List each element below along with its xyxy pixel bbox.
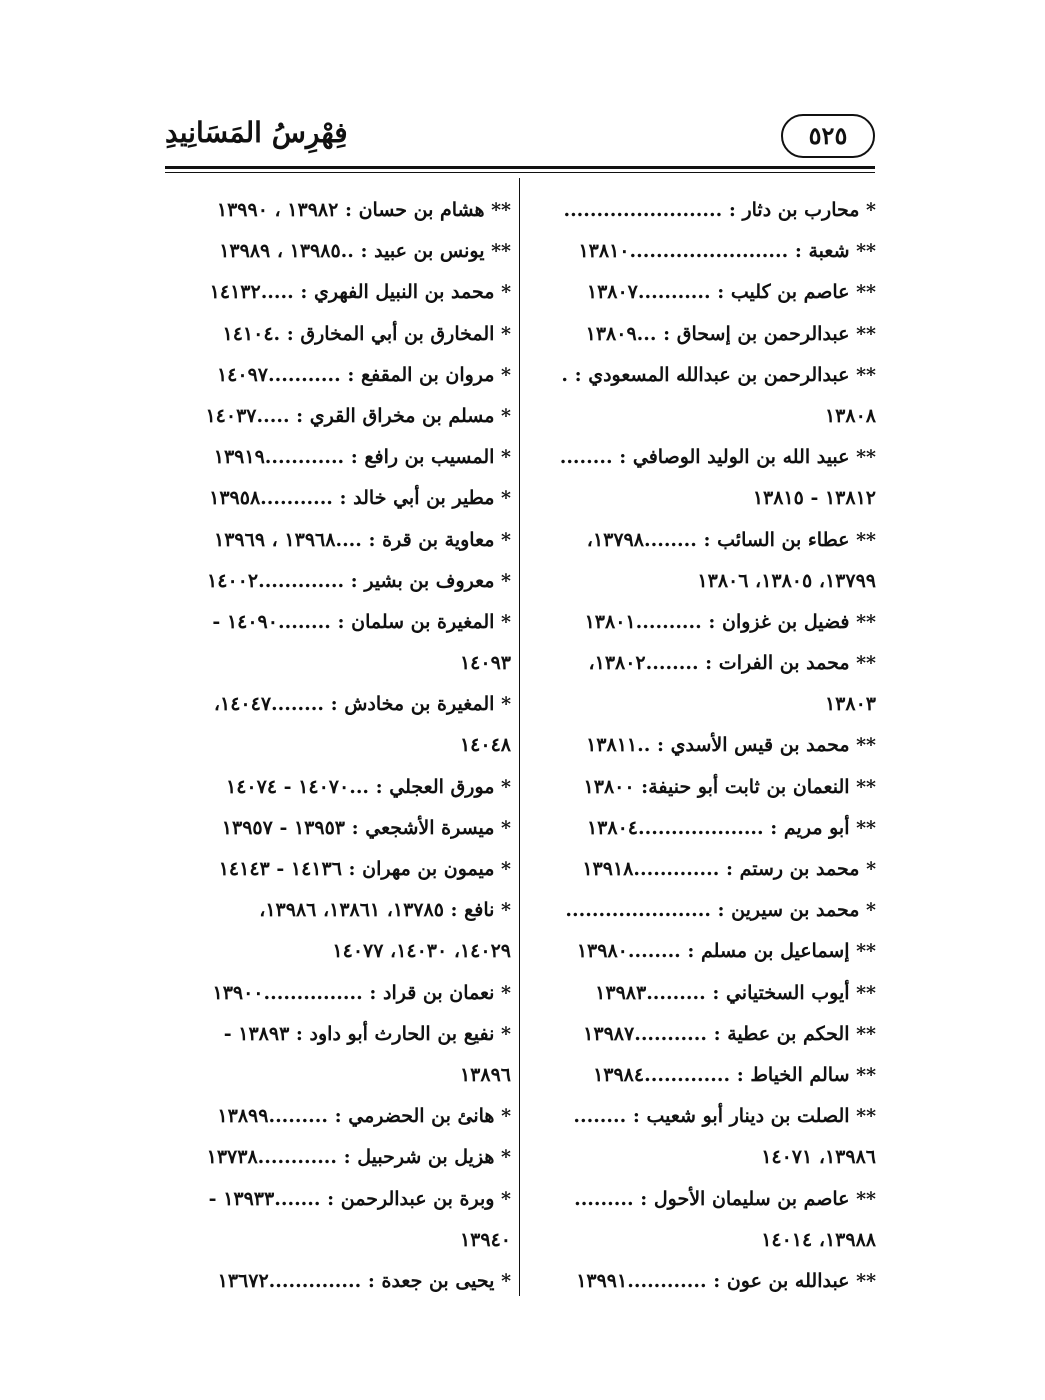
index-entry-line: ١٣٨٩٦ [459, 1063, 511, 1086]
index-entry-line: ** هشام بن حسان : ١٣٩٨٢ ، ١٣٩٩٠ [216, 199, 511, 221]
index-entry-line: * محارب بن دثار : ........................ [563, 199, 876, 221]
index-entry-line: ** أيوب السختياني : .........١٣٩٨٣ [595, 981, 876, 1004]
index-entry-line: * المخارق بن أبي المخارق : .١٤١٠٤ [222, 322, 511, 345]
index-entry-line: ** عبدالله بن عون : ............١٣٩٩١ [576, 1269, 876, 1292]
index-entry-line: * ميسرة الأشجعي : ١٣٩٥٣ - ١٣٩٥٧ [221, 816, 511, 839]
index-entry-line: ١٣٨٠٨ [824, 404, 876, 427]
index-entry-line: * مورق العجلي : ...١٤٠٧٠ - ١٤٠٧٤ [226, 775, 511, 798]
index-entry-line: ** عبيد الله بن الوليد الوصافي : ........ [559, 446, 876, 469]
index-entry-line: * مسلم بن مخراق القري : .....١٤٠٣٧ [205, 404, 511, 427]
index-entry-line: * محمد بن رستم : .............١٣٩١٨ [582, 858, 876, 880]
index-entry-line: ١٣٨٠٣ [824, 693, 876, 716]
index-entry-line: * مروان بن المقفع : ...........١٤٠٩٧ [216, 363, 511, 386]
index-entry-line: ** الحكم بن عطية : ...........١٣٩٨٧ [583, 1022, 876, 1045]
index-entry-line: ** أبو مريم : ...................١٣٨٠٤ [586, 816, 876, 839]
index-entry-line: * معاوية بن قرة : ....١٣٩٦٨ ، ١٣٩٦٩ [214, 528, 511, 551]
index-entry-line: * المغيرة بن سلمان : ........١٤٠٩٠ - [212, 610, 511, 633]
index-entry-line: ١٤٠٢٩، ١٤٠٣٠، ١٤٠٧٧ [332, 940, 511, 963]
index-entry-line: * هزيل بن شرحبيل : ............١٣٧٣٨ [206, 1146, 511, 1169]
index-entry-line: * محمد بن النبيل الفهري : .....١٤١٣٢ [209, 281, 511, 304]
index-entry-line: ** يونس بن عبيد : ..١٣٩٨٥ ، ١٣٩٨٩ [219, 240, 511, 263]
index-entry-line: * ميمون بن مهران : ١٤١٣٦ - ١٤١٤٣ [218, 858, 511, 880]
index-entry-line: ١٣٧٩٩، ١٣٨٠٥، ١٣٨٠٦ [697, 569, 876, 592]
index-entry-line: ** عبدالرحمن بن إسحاق : ...١٣٨٠٩ [585, 322, 876, 345]
index-entry-line: ** محمد بن قيس الأسدي : ..١٣٨١١ [586, 734, 876, 757]
index-entry-line: * وبرة بن عبدالرحمن : .......١٣٩٣٣ - [208, 1187, 511, 1210]
index-entry-line: ** شعبة : ........................١٣٨١٠ [578, 240, 876, 263]
index-entry-line: * يحيى بن جعدة : ..............١٣٦٧٢ [217, 1269, 511, 1292]
index-entry-line: ١٣٨١٢ - ١٣٨١٥ [752, 487, 876, 510]
page-title: فِهْرِسُ المَسَانِيدِ [165, 116, 348, 149]
index-entry-line: ** عطاء بن السائب : ........١٣٧٩٨، [586, 528, 876, 551]
index-entry-line: ** النعمان بن ثابت أبو حنيفة: ١٣٨٠٠ [583, 775, 876, 798]
index-entry-line: * المغيرة بن مخادش : ........١٤٠٤٧، [213, 693, 511, 716]
index-entry-line: * نفيع بن الحارث أبو داود : ١٣٨٩٣ - [223, 1022, 511, 1045]
page-number: ٥٢٥ [781, 114, 875, 158]
header-rule-thin [165, 172, 875, 173]
header-rule-thick [165, 166, 875, 169]
index-entry-line: ** الصلت بن دينار أبو شعيب : ........ [573, 1105, 876, 1128]
index-entry-line: ١٤٠٤٨ [459, 734, 511, 757]
index-entry-line: ** عاصم بن كليب : ...........١٣٨٠٧ [586, 281, 876, 304]
index-entry-line: ** عاصم بن سليمان الأحول : ......... [574, 1187, 876, 1210]
index-entry-line: ** محمد بن الفرات : ........١٣٨٠٢، [588, 652, 876, 675]
index-entry-line: * معروف بن بشير : .............١٤٠٠٢ [207, 569, 511, 592]
index-column-right [530, 190, 876, 1302]
index-entry-line: ١٤٠٩٣ [459, 652, 511, 675]
index-entry-line: ** إسماعيل بن مسلم : ........١٣٩٨٠ [576, 940, 876, 963]
index-entry-line: ١٣٩٨٨، ١٤٠١٤ [761, 1228, 876, 1251]
index-entry-line: ١٣٩٨٦، ١٤٠٧١ [761, 1146, 876, 1169]
index-entry-line: * نعمان بن قراد : ...............١٣٩٠٠ [212, 981, 511, 1004]
index-entry-line: * محمد بن سيرين : ...................... [565, 899, 876, 922]
index-entry-line: ** فضيل بن غزوان : ..........١٣٨٠١ [584, 610, 876, 633]
index-entry-line: ** سالم الخياط : .............١٣٩٨٤ [593, 1063, 876, 1086]
index-column-left [165, 190, 511, 1302]
index-entry-line: * نافع : ١٣٧٨٥، ١٣٨٦١، ١٣٩٨٦، [259, 899, 511, 922]
column-divider [519, 178, 520, 1296]
index-entry-line: * هانئ بن الحضرمي : .........١٣٨٩٩ [217, 1105, 511, 1128]
index-entry-line: * مطير بن أبي خالد : ...........١٣٩٥٨ [209, 487, 511, 510]
index-entry-line: * المسيب بن رافع : ............١٣٩١٩ [213, 446, 511, 469]
index-entry-line: ** عبدالرحمن بن عبدالله المسعودي : . [561, 363, 876, 386]
index-entry-line: ١٣٩٤٠ [459, 1228, 511, 1251]
page-header [165, 112, 875, 162]
